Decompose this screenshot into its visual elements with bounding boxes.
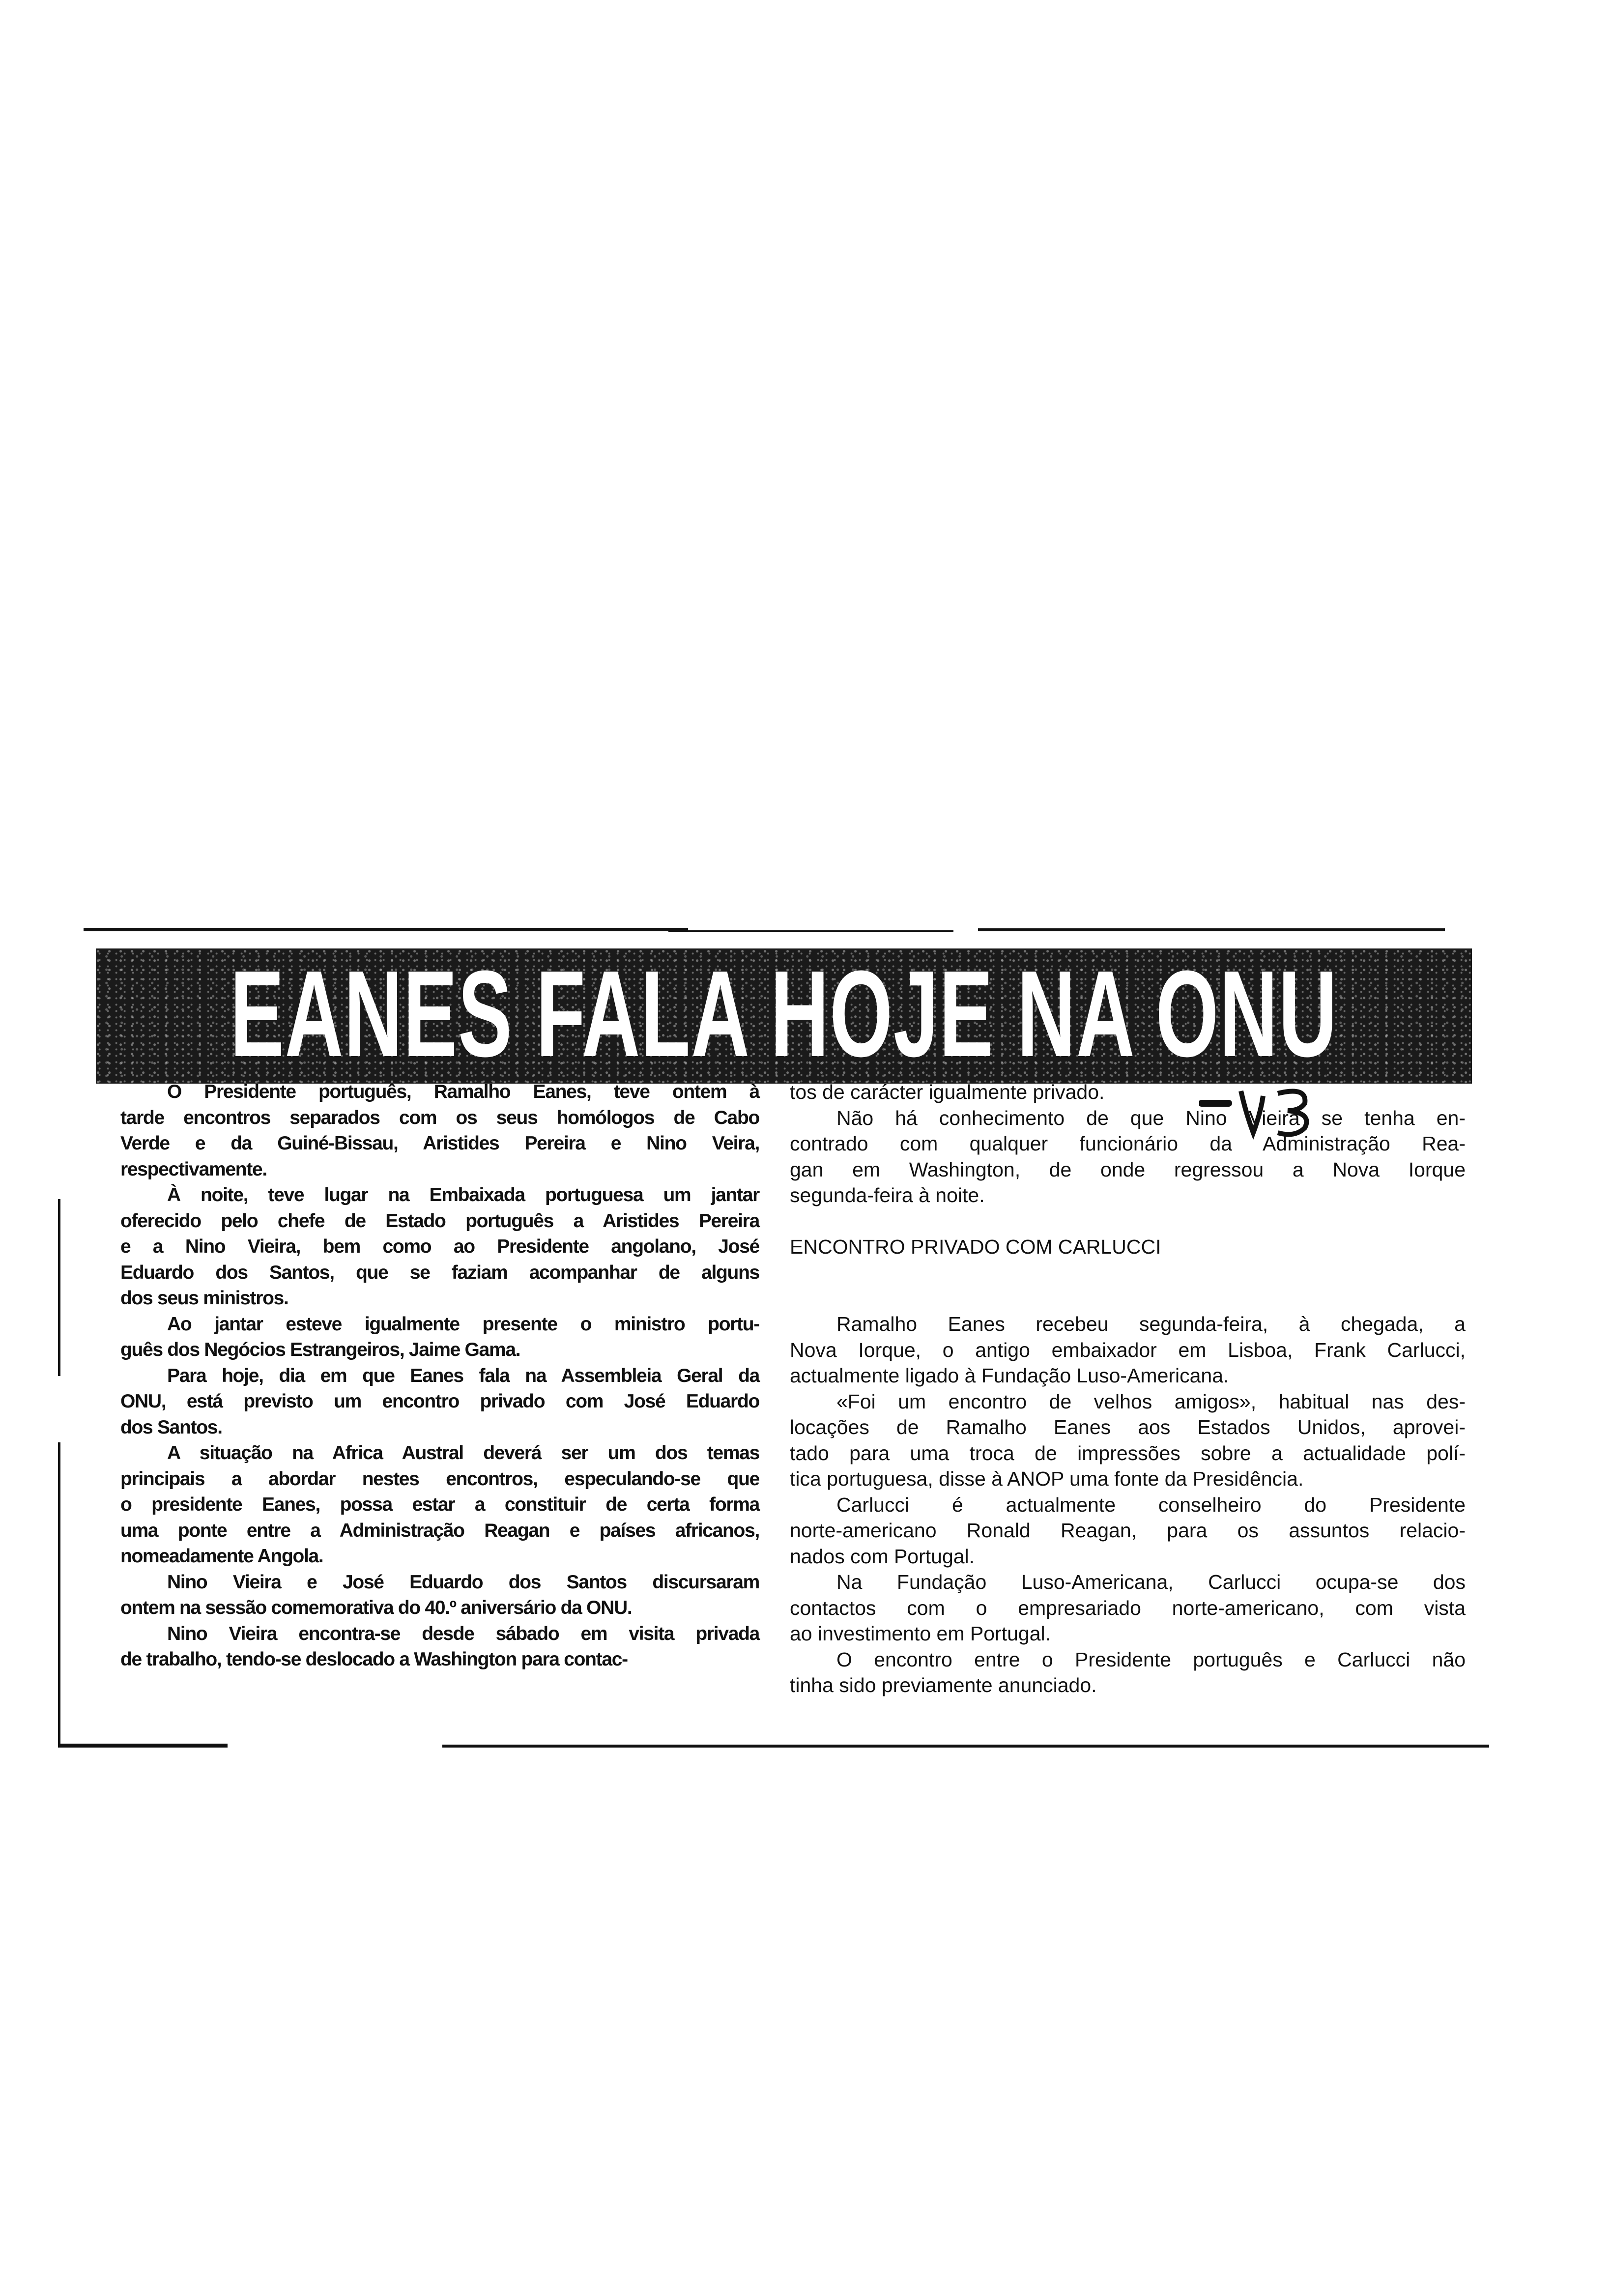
paragraph [790, 1079, 1466, 1105]
text-line: de trabalho, tendo-se deslocado a Washington para contac- [120, 1649, 628, 1670]
paragraph [790, 1389, 1466, 1492]
bottom-rule-right [442, 1745, 1489, 1748]
paragraph [790, 1569, 1466, 1647]
paragraph [790, 1105, 1466, 1208]
text-line: uma ponte entre a Administração Reagan e países africanos, [120, 1520, 759, 1541]
right-column-bottom-text [790, 1311, 1466, 1698]
text-line: Carlucci é actualmente conselheiro do Presidente [836, 1493, 1466, 1516]
margin-mark [58, 1442, 60, 1747]
text-line: Não há conhecimento de que Nino Vieira se tenha en- [836, 1106, 1466, 1129]
text-line: segunda-feira à noite. [790, 1184, 985, 1206]
article-column-right [790, 1079, 1466, 1698]
handwritten-note [1199, 1084, 1327, 1143]
paragraph [120, 1363, 759, 1441]
paragraph [790, 1647, 1466, 1698]
text-line: O Presidente português, Ramalho Eanes, teve ontem à [167, 1081, 759, 1102]
text-line: principais a abordar nestes encontros, especulando-se que [120, 1468, 759, 1490]
text-line: norte-americano Ronald Reagan, para os assuntos relacio- [790, 1519, 1466, 1542]
text-line: tarde encontros separados com os seus homólogos de Cabo [120, 1107, 759, 1128]
text-line: Para hoje, dia em que Eanes fala na Assembleia Geral da [167, 1365, 759, 1386]
headline: EANES FALA HOJE NA ONU [230, 948, 1338, 1082]
text-line: dos seus ministros. [120, 1288, 288, 1309]
top-rule-middle [668, 930, 953, 932]
text-line: contrado com qualquer funcionário da Administração Rea- [790, 1132, 1466, 1155]
text-line: contactos com o empresariado norte-americano, com vista [790, 1596, 1466, 1619]
paragraph [790, 1311, 1466, 1389]
article-column-left [120, 1079, 759, 1673]
text-line: A situação na Africa Austral deverá ser um dos temas [167, 1442, 759, 1464]
headline-banner [96, 948, 1472, 1084]
text-line: O encontro entre o Presidente português e Carlucci não [836, 1648, 1466, 1671]
text-line: ontem na sessão comemorativa do 40.º aniversário da ONU. [120, 1597, 632, 1618]
text-line: tos de carácter igualmente privado. [790, 1081, 1105, 1103]
paragraph [120, 1079, 759, 1182]
paragraph [120, 1621, 759, 1673]
paragraph [120, 1312, 759, 1363]
top-rule-left [84, 928, 688, 931]
text-line: gan em Washington, de onde regressou a Nova Iorque [790, 1158, 1466, 1181]
text-line: dos Santos. [120, 1416, 222, 1438]
text-line: locações de Ramalho Eanes aos Estados Unidos, aprovei- [790, 1416, 1466, 1438]
text-line: Ao jantar esteve igualmente presente o ministro portu- [167, 1313, 759, 1335]
text-line: À noite, teve lugar na Embaixada portuguesa um jantar [167, 1184, 759, 1205]
top-rule-right [978, 928, 1445, 931]
text-line: «Foi um encontro de velhos amigos», habitual nas des- [836, 1390, 1466, 1413]
text-line: actualmente ligado à Fundação Luso-Americana. [790, 1364, 1229, 1387]
text-line: oferecido pelo chefe de Estado português a Aristides Pereira [120, 1210, 759, 1232]
right-column-top-text [790, 1079, 1466, 1208]
text-line: respectivamente. [120, 1158, 267, 1180]
text-line: Nino Vieira e José Eduardo dos Santos discursaram [167, 1571, 759, 1593]
text-line: nados com Portugal. [790, 1545, 975, 1568]
text-line: Verde e da Guiné-Bissau, Aristides Pereira e Nino Veira, [120, 1133, 759, 1154]
text-line: nomeadamente Angola. [120, 1546, 323, 1567]
text-line: tado para uma troca de impressões sobre a actualidade polí- [790, 1441, 1466, 1464]
text-line: ONU, está previsto um encontro privado com José Eduardo [120, 1391, 759, 1412]
text-line: e a Nino Vieira, bem como ao Presidente angolano, José [120, 1236, 759, 1257]
text-line: Nova Iorque, o antigo embaixador em Lisboa, Frank Carlucci, [790, 1338, 1466, 1361]
paragraph [120, 1570, 759, 1621]
paragraph [120, 1440, 759, 1570]
paragraph [120, 1182, 759, 1312]
margin-mark [58, 1199, 60, 1376]
text-line: Nino Vieira encontra-se desde sábado em visita privada [167, 1623, 759, 1644]
text-line: tinha sido previamente anunciado. [790, 1674, 1097, 1696]
text-line: Eduardo dos Santos, que se faziam acompanhar de alguns [120, 1262, 759, 1283]
text-line: Ramalho Eanes recebeu segunda-feira, à chegada, a [836, 1313, 1466, 1335]
text-line: tica portuguesa, disse à ANOP uma fonte da Presidência. [790, 1467, 1304, 1490]
paragraph [790, 1492, 1466, 1570]
text-line: guês dos Negócios Estrangeiros, Jaime Gama. [120, 1339, 520, 1360]
text-line: Na Fundação Luso-Americana, Carlucci ocupa-se dos [836, 1571, 1466, 1593]
bottom-rule-left [58, 1744, 228, 1748]
text-line: ao investimento em Portugal. [790, 1622, 1051, 1645]
subheading: ENCONTRO PRIVADO COM CARLUCCI [790, 1235, 1161, 1258]
text-line: o presidente Eanes, possa estar a constituir de certa forma [120, 1494, 759, 1515]
